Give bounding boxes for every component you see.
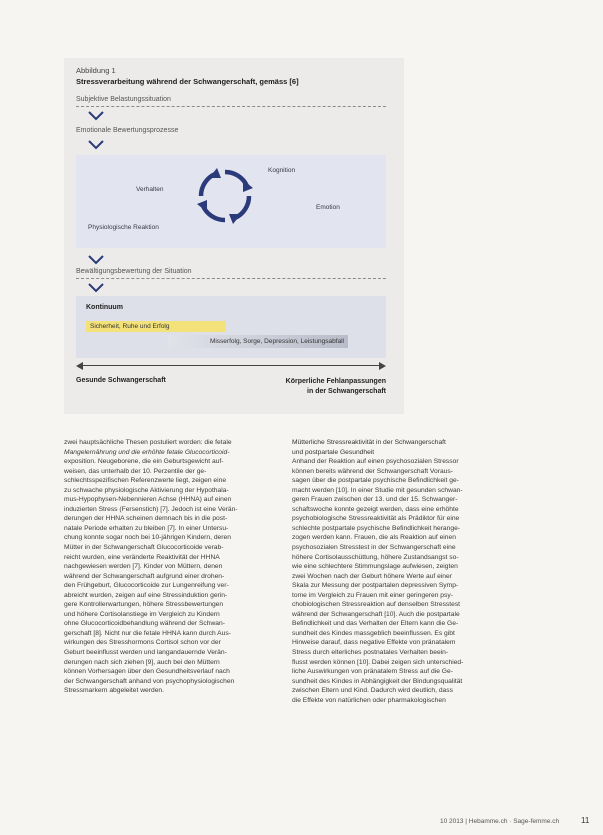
continuum-arrow-line — [82, 365, 380, 366]
text-line: zwei Wochen nach der Geburt höhere Werte auf einer — [292, 572, 452, 580]
text-line: tome im Vergleich zu Frauen mit einer geringeren psy- — [292, 591, 453, 599]
text-line: flusst werden können [10]. Dabei zeigen sich unterschied- — [292, 658, 464, 666]
chevron-down-icon — [88, 255, 104, 265]
text-line: Hinweise darauf, dass negative Effekte von pränatalem — [292, 639, 456, 647]
text-line: liche Auswirkungen von pränatalem Stress auf die Ge- — [292, 668, 453, 676]
figure-label: Abbildung 1 — [76, 66, 116, 75]
text-line: den Frühgeburt, Glucocorticoide zur Lungenreifung ver- — [64, 582, 229, 590]
step-emotional-evaluation: Emotionale Bewertungsprozesse — [76, 127, 179, 134]
cycle-label-emotion: Emotion — [316, 204, 340, 211]
text-line: chung konnte sogar noch bei 10-jährigen Kindern, deren — [64, 534, 231, 542]
text-line: zu schwache physiologische Aktivierung der Hypothala- — [64, 486, 229, 494]
outcome-maladaptation — [240, 377, 386, 396]
text-line: mus-Hypophysen-Nebennieren Achse (HHNA) auf einen — [64, 496, 232, 504]
text-line: nachgewiesen werden [7]. Kinder von Müttern, denen — [64, 563, 223, 571]
text-line: macht werden [10]. In einer Studie mit gesunden schwan- — [292, 486, 463, 494]
text-column-left — [64, 438, 282, 696]
text-line: derungen nach sich ziehen [9], auch bei den Müttern — [64, 658, 220, 666]
text-line: schaftswoche konnte gezeigt werden, dass eine erhöhte — [292, 505, 459, 513]
text-line: chobiologischen Stressreaktion auf denselben Stresstest — [292, 601, 461, 609]
step-subjective-situation: Subjektive Belastungssituation — [76, 96, 171, 103]
text-line: abreicht wurden, zeigen auf eine Stressinduktion gerin- — [64, 591, 228, 599]
divider-2 — [76, 278, 386, 279]
text-line: der Schwangerschaft anhand von psychophysiologischen — [64, 677, 235, 685]
continuum-bar-positive: Sicherheit, Ruhe und Erfolg — [86, 321, 226, 332]
text-line: die Effekte von natürlichen oder pharmakologischen — [292, 696, 446, 704]
text-line: schlechte postpartale psychische Befindlichkeit herange- — [292, 524, 461, 532]
cycle-label-kognition: Kognition — [268, 167, 296, 174]
text-line: Befindlichkeit und das Verhalten der Eltern kann die Ge- — [292, 620, 459, 628]
text-line: zogen werden kann. Frauen, die als Reaktion auf einen — [292, 534, 456, 542]
text-line: während der Schwangerschaft aufgrund einer drohen- — [64, 572, 225, 580]
text-line: wirkungen des Stresshormons Cortisol schon vor der — [64, 639, 221, 647]
text-line: Skala zur Messung der postpartalen depressiven Symp- — [292, 582, 459, 590]
text-line: geren Frauen zwischen der 13. und der 15. Schwanger- — [292, 496, 458, 504]
cycle-arrows-icon — [193, 164, 257, 228]
step-coping-evaluation: Bewältigungsbewertung der Situation — [76, 268, 192, 275]
text-line: reicht wurden, eine veränderte Reaktivität der HHNA — [64, 553, 220, 561]
text-line: derungen der HHNA scheinen demnach bis in die post- — [64, 515, 228, 523]
text-line: schlechtsspezifischen Referenzwerte liegt, zeigen eine — [64, 477, 227, 485]
text-line: ohne Glucocorticoidbehandlung während der Schwan- — [64, 620, 225, 628]
text-line: können Vorhersagen über den Gesundheitsverlauf nach — [64, 668, 230, 676]
text-line: Stressmarkern abgeleitet werden. — [64, 687, 164, 695]
text-line: Anhand der Reaktion auf einen psychosozialen Stressor — [292, 458, 459, 466]
text-line: sundheit des Kindes in Abhängigkeit der Bindungsqualität — [292, 677, 463, 685]
outcome-maladaptation-line1: Körperliche Fehlanpassungen — [285, 378, 386, 385]
chevron-down-icon — [88, 283, 104, 293]
text-line: und höhere Cortisolanstiege im Vergleich zu Kindern — [64, 610, 220, 618]
text-line: sundheit des Kindes massgeblich beeinflussen. Es gibt — [292, 629, 455, 637]
text-line: zwischen Eltern und Kind. Dadurch wird deutlich, dass — [292, 687, 453, 695]
chevron-down-icon — [88, 140, 104, 150]
page-number: 11 — [581, 816, 590, 825]
text-line: Mangelernährung und die erhöhte fetale Glucocorticoid- — [64, 448, 230, 456]
chevron-down-icon — [88, 111, 104, 121]
text-line: sagen über die postpartale psychische Befindlichkeit ge- — [292, 477, 459, 485]
text-column-right — [292, 438, 510, 705]
outcome-healthy: Gesunde Schwangerschaft — [76, 377, 166, 384]
cycle-label-physiologisch: Physiologische Reaktion — [88, 224, 159, 231]
text-line: Mütter in der Schwangerschaft Glucocorticoide verab- — [64, 544, 224, 552]
text-line: gere Kontrollerwartungen, höhere Stressbewertungen — [64, 601, 224, 609]
text-line: gerschaft [8]. Nicht nur die fetale HHNA kann durch Aus- — [64, 629, 231, 637]
text-line: weisen, das unterhalb der 10. Perzentile der ge- — [64, 467, 207, 475]
text-line: natale Periode erhalten zu bleiben [7]. In einer Untersu- — [64, 524, 229, 532]
section-heading: Mütterliche Stressreaktivität in der Schwangerschaft — [292, 439, 446, 446]
text-line: Geburt beeinflusst werden und langandauernde Verän- — [64, 649, 227, 657]
continuum-title: Kontinuum — [86, 304, 123, 311]
cycle-label-verhalten: Verhalten — [136, 186, 164, 193]
text-line: wie eine schlechtere Stimmungslage aufwiesen, zeigten — [292, 563, 458, 571]
text-line: zwei hauptsächliche Thesen postuliert worden: die fetale — [64, 439, 232, 446]
section-heading: und postpartale Gesundheit — [292, 448, 375, 456]
text-line: psychosozialen Stresstest in der Schwangerschaft eine — [292, 544, 456, 552]
text-line: während der Schwangerschaft [10]. Auch die postpartale — [292, 610, 460, 618]
text-line: induzierten Stress (Fersenstich) [7]. Jedoch ist eine Verän- — [64, 505, 238, 513]
outcome-maladaptation-line2: in der Schwangerschaft — [307, 387, 386, 395]
text-line: exposition. Neugeborene, die ein Geburtsgewicht auf- — [64, 458, 224, 466]
arrow-right-icon — [379, 362, 386, 370]
text-line: Stress durch elterliches postnatales Verhalten beein- — [292, 649, 449, 657]
text-line: psychobiologische Stressreaktivität als Prädiktor für eine — [292, 515, 460, 523]
footer-publication: 10 2013 | Hebamme.ch · Sage-femme.ch — [440, 818, 560, 825]
figure-title: Stressverarbeitung während der Schwangerschaft, gemäss [6] — [76, 77, 299, 86]
arrow-left-icon — [76, 362, 83, 370]
text-line: höhere Cortisolausschüttung, höhere Zustandsangst so- — [292, 553, 459, 561]
divider-1 — [76, 106, 386, 107]
continuum-bar-negative: Misserfolg, Sorge, Depression, Leistungsabfall — [168, 335, 348, 348]
text-line: können bereits während der Schwangerschaft Voraus- — [292, 467, 453, 475]
